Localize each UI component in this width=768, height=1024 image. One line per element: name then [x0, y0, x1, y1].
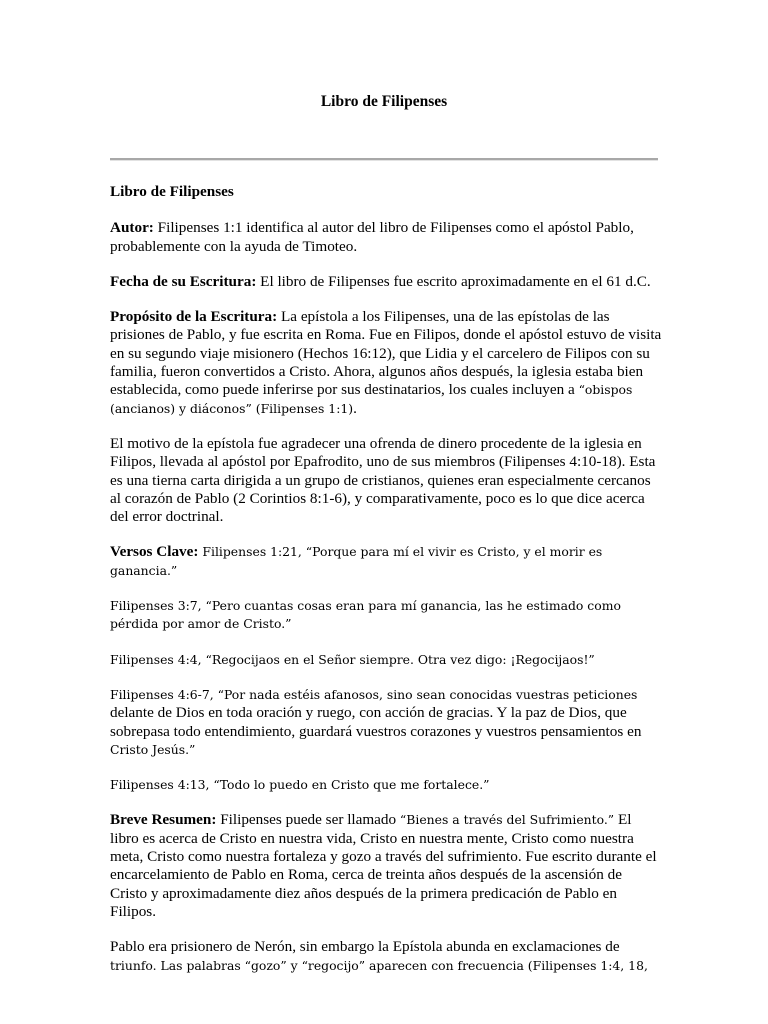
- verso-3: Filipenses 4:4, “Regocijaos en el Señor siempre. Otra vez digo: ¡Regocijaos!”: [110, 651, 595, 667]
- final-text-b: triunfo. Las palabras “gozo” y “regocijo” aparecen con frecuencia (Filipenses 1:4, 18,: [110, 957, 648, 973]
- proposito-text: La epístola a los Filipenses, una de las epístolas de las prisiones de Pablo, y fue escrita en Roma. Fue en Filipos, donde el apóstol estuvo de visita en su segundo viaje misionero (Hechos 16:12), que Lidia y el carcelero de Filipos con su familia, fueron convertidos a Cristo. Ahora, algunos años después, la iglesia estaba bien establecida, como puede inferirse por sus destinatarios, los cuales incluyen a: [110, 308, 662, 399]
- paragraph-proposito: [110, 308, 662, 418]
- fecha-text: El libro de Filipenses fue escrito aproximadamente en el 61 d.C.: [256, 272, 651, 290]
- proposito-quote: “obispos (ancianos) y diáconos” (Filipenses 1:1): [110, 382, 633, 416]
- autor-label: Autor:: [110, 219, 154, 237]
- paragraph-final: [110, 938, 662, 975]
- autor-text: Filipenses 1:1 identifica al autor del libro de Filipenses como el apóstol Pablo, probablemente con la ayuda de Timoteo.: [110, 219, 634, 255]
- paragraph-autor: [110, 219, 662, 256]
- verso-5: Filipenses 4:13, “Todo lo puedo en Cristo que me fortalece.”: [110, 777, 490, 793]
- paragraph-resumen: [110, 811, 662, 921]
- verso-1: Filipenses 1:21, “Porque para mí el vivir es Cristo, y el morir es ganancia.”: [110, 544, 603, 578]
- verso-4-start: Filipenses 4:6-7, “Por nada estéis afanosos, sino sean conocidas vuestras peticiones: [110, 686, 638, 702]
- proposito-label: Propósito de la Escritura:: [110, 308, 278, 326]
- verso-4: [110, 686, 662, 759]
- verso-2: Filipenses 3:7, “Pero cuantas cosas eran para mí ganancia, las he estimado como pérdida por amor de Cristo.”: [110, 598, 621, 632]
- verso-4-end: Cristo Jesús.”: [110, 741, 196, 757]
- resumen-text-b: El libro es acerca de Cristo en nuestra vida, Cristo en nuestra mente, Cristo como nuestra meta, Cristo como nuestra fortaleza y gozo a través del sufrimiento. Fue escrito durante el encarcelamiento de Pablo en Roma, cerca de treinta años después de la ascensión de Cristo y aproximadamente diez años después de la primera predicación de Pablo en Filipos.: [110, 811, 657, 920]
- resumen-label: Breve Resumen:: [110, 811, 217, 829]
- document-body: [110, 183, 662, 992]
- page-title: Libro de Filipenses: [320, 93, 448, 110]
- final-text-a: Pablo era prisionero de Nerón, sin embargo la Epístola abunda en exclamaciones de: [110, 938, 620, 956]
- resumen-quote: “Bienes a través del Sufrimiento.”: [399, 812, 615, 828]
- resumen-text-a: Filipenses puede ser llamado: [216, 811, 400, 829]
- paragraph-fecha: [110, 273, 662, 291]
- fecha-label: Fecha de su Escritura:: [110, 272, 257, 290]
- divider: [110, 158, 658, 161]
- section-heading: Libro de Filipenses: [110, 183, 234, 200]
- paragraph-versos-clave: [110, 543, 662, 580]
- proposito-end: .: [353, 399, 357, 417]
- paragraph-motivo: El motivo de la epístola fue agradecer una ofrenda de dinero procedente de la iglesia en Filipos, llevada al apóstol por Epafrodito, uno de sus miembros (Filipenses 4:10-18). Esta es una tierna carta dirigida a un grupo de cristianos, quienes eran especialmente cercanos al corazón de Pablo (2 Corintios 8:1-6), y comparativamente, poco es lo que dice acerca del error doctrinal.: [110, 434, 656, 526]
- versos-label: Versos Clave:: [110, 543, 199, 561]
- verso-4-middle: delante de Dios en toda oración y ruego, con acción de gracias. Y la paz de Dios, que sobrepasa todo entendimiento, guardará vuestros corazones y vuestros pensamientos en: [110, 704, 642, 740]
